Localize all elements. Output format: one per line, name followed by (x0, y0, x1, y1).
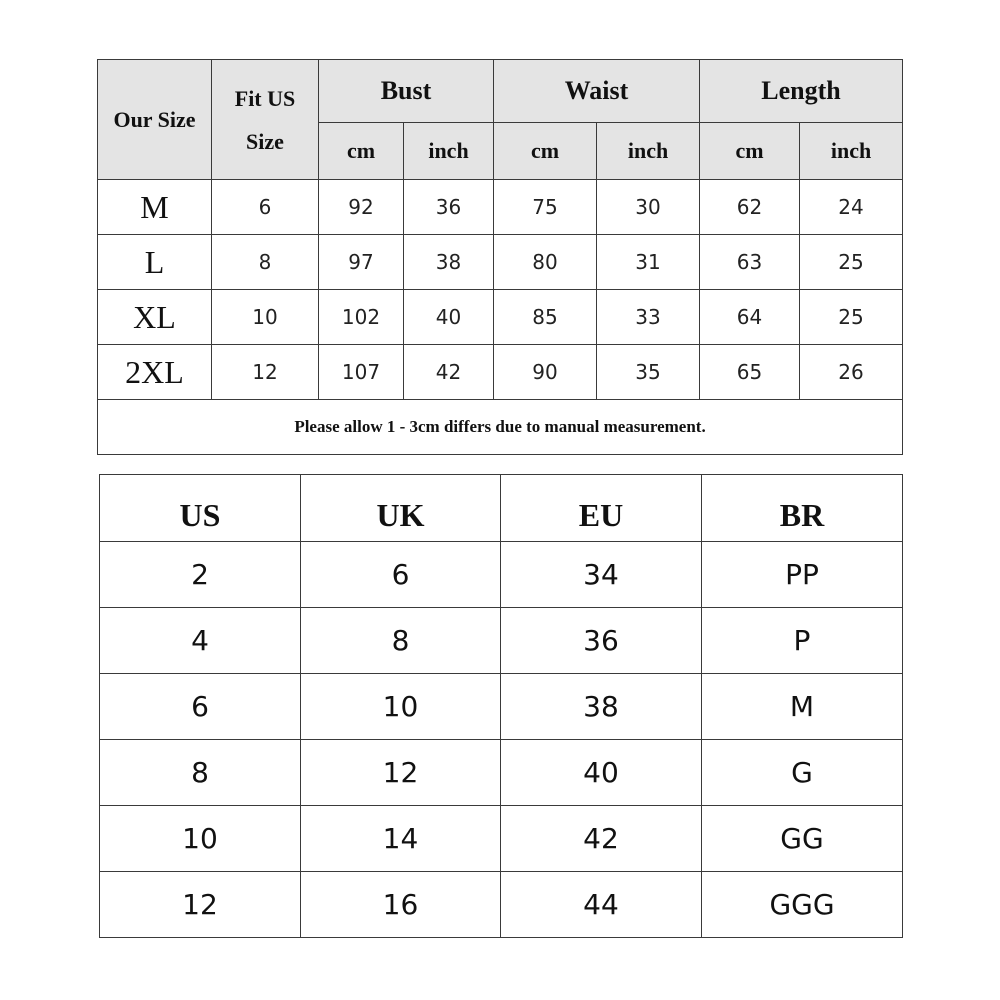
conversion-row (100, 674, 903, 740)
size-cell: M (98, 180, 212, 235)
conversion-row (100, 872, 903, 938)
size-row (98, 290, 903, 345)
eu-cell: 36 (501, 608, 702, 674)
size-cell: XL (98, 290, 212, 345)
bust-cm-cell: 102 (319, 290, 404, 345)
bust-inch-cell: 42 (404, 345, 494, 400)
fit-us-cell: 6 (212, 180, 319, 235)
bust-inch-cell: 36 (404, 180, 494, 235)
our-size-header: Our Size (98, 60, 212, 180)
size-cell: L (98, 235, 212, 290)
bust-cm-cell: 92 (319, 180, 404, 235)
br-cell: GG (702, 806, 903, 872)
size-chart-table (97, 59, 903, 455)
length-cm-cell: 63 (700, 235, 800, 290)
bust-inch-cell: 40 (404, 290, 494, 345)
br-cell: GGG (702, 872, 903, 938)
br-cell: P (702, 608, 903, 674)
fit-us-cell: 12 (212, 345, 319, 400)
size-cell: 2XL (98, 345, 212, 400)
length-cm-cell: 65 (700, 345, 800, 400)
eu-cell: 34 (501, 542, 702, 608)
bust-cm-header: cm (319, 123, 404, 180)
conversion-row (100, 542, 903, 608)
br-cell: PP (702, 542, 903, 608)
conversion-row (100, 806, 903, 872)
uk-cell: 16 (301, 872, 501, 938)
length-cm-cell: 64 (700, 290, 800, 345)
eu-cell: 42 (501, 806, 702, 872)
length-inch-cell: 25 (800, 235, 903, 290)
waist-header: Waist (494, 60, 700, 123)
bust-cm-cell: 97 (319, 235, 404, 290)
length-inch-cell: 24 (800, 180, 903, 235)
conversion-row (100, 608, 903, 674)
conversion-row (100, 740, 903, 806)
eu-cell: 44 (501, 872, 702, 938)
uk-cell: 10 (301, 674, 501, 740)
waist-inch-cell: 33 (597, 290, 700, 345)
header-us: US (100, 475, 301, 542)
uk-cell: 12 (301, 740, 501, 806)
us-cell: 4 (100, 608, 301, 674)
waist-inch-cell: 35 (597, 345, 700, 400)
size-row (98, 235, 903, 290)
waist-inch-header: inch (597, 123, 700, 180)
fit-us-cell: 10 (212, 290, 319, 345)
us-cell: 2 (100, 542, 301, 608)
bust-header: Bust (319, 60, 494, 123)
measurement-note: Please allow 1 - 3cm differs due to manual measurement. (98, 400, 903, 455)
us-cell: 6 (100, 674, 301, 740)
us-cell: 8 (100, 740, 301, 806)
uk-cell: 6 (301, 542, 501, 608)
bust-inch-cell: 38 (404, 235, 494, 290)
length-header: Length (700, 60, 903, 123)
length-inch-header: inch (800, 123, 903, 180)
us-cell: 10 (100, 806, 301, 872)
size-row (98, 180, 903, 235)
conversion-body (100, 542, 903, 938)
waist-inch-cell: 31 (597, 235, 700, 290)
size-row (98, 345, 903, 400)
length-cm-cell: 62 (700, 180, 800, 235)
uk-cell: 8 (301, 608, 501, 674)
fit-us-header-line1: Fit US (234, 85, 296, 111)
header-eu: EU (501, 475, 702, 542)
fit-us-header-line2: Size (246, 128, 284, 154)
bust-inch-header: inch (404, 123, 494, 180)
waist-cm-cell: 90 (494, 345, 597, 400)
conversion-header-row (100, 475, 903, 542)
bust-cm-cell: 107 (319, 345, 404, 400)
uk-cell: 14 (301, 806, 501, 872)
waist-cm-header: cm (494, 123, 597, 180)
header-uk: UK (301, 475, 501, 542)
waist-inch-cell: 30 (597, 180, 700, 235)
fit-us-size-header (212, 60, 319, 180)
waist-cm-cell: 80 (494, 235, 597, 290)
eu-cell: 40 (501, 740, 702, 806)
waist-cm-cell: 85 (494, 290, 597, 345)
length-cm-header: cm (700, 123, 800, 180)
size-chart-body (98, 180, 903, 400)
header-br: BR (702, 475, 903, 542)
size-conversion-table (99, 474, 903, 938)
waist-cm-cell: 75 (494, 180, 597, 235)
us-cell: 12 (100, 872, 301, 938)
length-inch-cell: 26 (800, 345, 903, 400)
br-cell: M (702, 674, 903, 740)
eu-cell: 38 (501, 674, 702, 740)
br-cell: G (702, 740, 903, 806)
fit-us-cell: 8 (212, 235, 319, 290)
length-inch-cell: 25 (800, 290, 903, 345)
